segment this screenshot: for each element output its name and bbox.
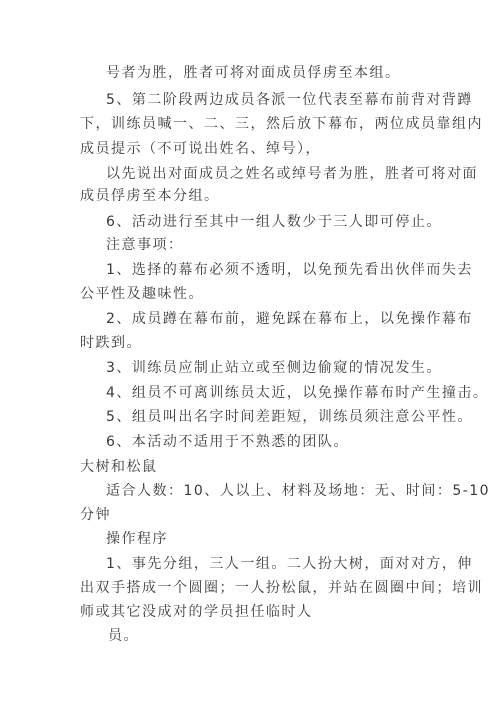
- text-line: 分钟: [80, 507, 111, 523]
- text-line: 成员俘虏至本分组。: [80, 188, 220, 204]
- section-heading: 操作程序: [106, 531, 168, 547]
- text-line: 2、成员蹲在幕布前，避免踩在幕布上，以免操作幕布: [106, 311, 473, 327]
- text-line: 师或其它没成对的学员担任临时人: [80, 604, 313, 620]
- text-line: 成员提示（不可说出姓名、绰号），: [80, 141, 321, 157]
- text-line: 5、组员叫出名字时间差距短，训练员须注意公平性。: [106, 409, 473, 425]
- text-line: 1、事先分组，三人一组。二人扮大树，面对对方，伸: [106, 556, 473, 572]
- text-line: 3、训练员应制止站立或至侧边偷窥的情况发生。: [106, 360, 442, 376]
- text-line: 6、活动进行至其中一组人数少于三人即可停止。: [106, 214, 442, 230]
- text-line: 5、第二阶段两边成员各派一位代表至幕布前背对背蹲: [106, 92, 473, 108]
- text-line: 下，训练员喊一、二、三，然后放下幕布，两位成员靠组内: [80, 116, 483, 132]
- text-line: 1、选择的幕布必须不透明，以免预先看出伙伴而失去: [106, 262, 473, 278]
- text-line: 公平性及趣味性。: [80, 286, 204, 302]
- text-line: 号者为胜，胜者可将对面成员俘虏至本组。: [106, 65, 401, 81]
- text-line: 适合人数：10、人以上、材料及场地：无、时间：5-10: [106, 483, 491, 499]
- section-heading: 大树和松鼠: [80, 459, 158, 475]
- text-line: 4、组员不可离训练员太近，以免操作幕布时产生撞击。: [106, 385, 489, 401]
- text-line: 以先说出对面成员之姓名或绰号者为胜，胜者可将对面: [106, 166, 478, 182]
- text-line: 员。: [108, 628, 139, 644]
- section-heading: 注意事项：: [106, 237, 184, 253]
- text-line: 出双手搭成一个圆圈；一人扮松鼠，并站在圆圈中间；培训: [80, 580, 483, 596]
- text-line: 6、本活动不适用于不熟悉的团队。: [106, 434, 349, 450]
- text-line: 时跌到。: [80, 335, 142, 351]
